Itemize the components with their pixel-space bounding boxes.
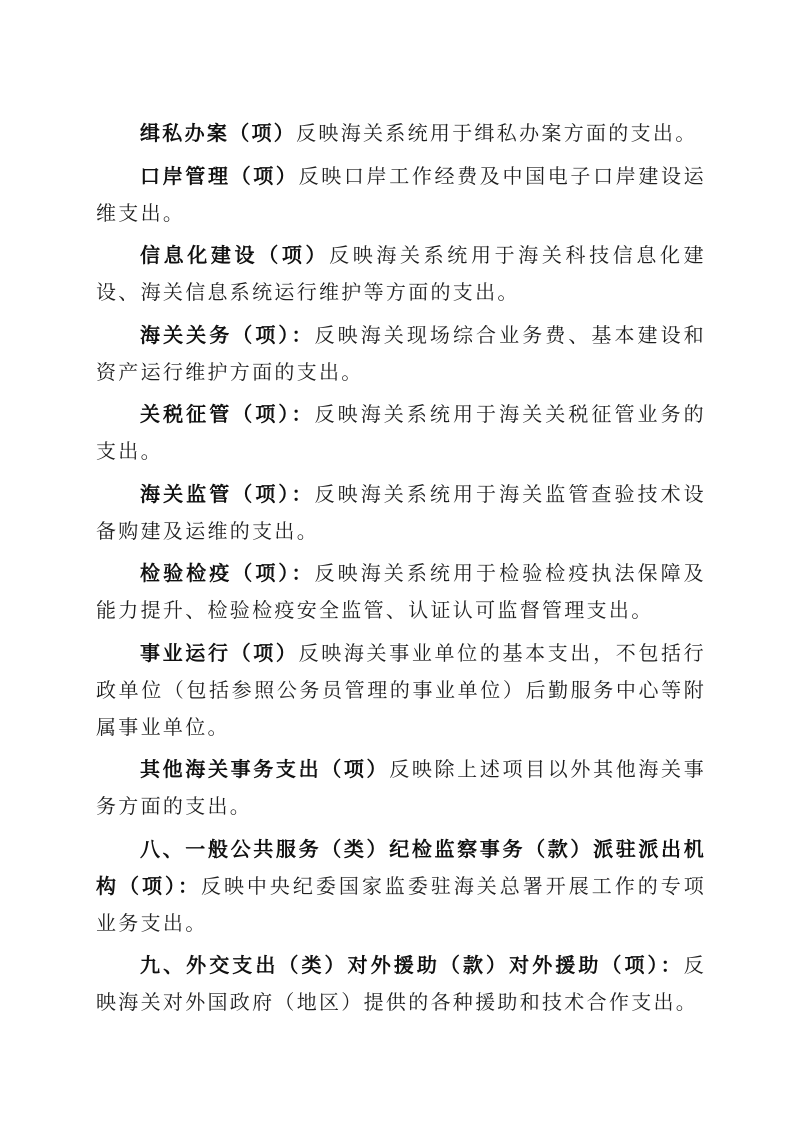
paragraph-text: 反映中央纪委国家监委驻海关总署开展工作的专项业务支出。 <box>96 873 707 935</box>
paragraph-anti-smuggling <box>96 115 706 152</box>
paragraph-text: 反映海关对外国政府（地区）提供的各种援助和技术合作支出。 <box>96 953 706 1014</box>
paragraph-heading: 其他海关事务支出（项） <box>140 757 390 781</box>
paragraph-heading: 缉私办案（项） <box>140 121 297 145</box>
paragraph-inspection-quarantine <box>96 555 706 629</box>
paragraph-heading: 海关监管（项）： <box>140 481 315 506</box>
paragraph-heading: 事业运行（项） <box>140 640 299 665</box>
paragraph-text: 反映海关现场综合业务费、基本建设和资产运行维护方面的支出。 <box>96 322 706 384</box>
paragraph-informatization <box>96 237 706 311</box>
paragraph-port-management <box>96 158 706 232</box>
paragraph-heading: 海关关务（项）： <box>140 322 315 347</box>
paragraph-text: 反映海关系统用于海关科技信息化建设、海关信息系统运行维护等方面的支出。 <box>96 243 706 304</box>
paragraph-text: 反映海关系统用于海关关税征管业务的支出。 <box>96 402 706 463</box>
paragraph-customs-affairs <box>96 317 706 391</box>
paragraph-customs-supervision <box>96 476 706 550</box>
document-body <box>96 115 706 1027</box>
paragraph-text: 反映除上述项目以外其他海关事务方面的支出。 <box>96 757 706 818</box>
paragraph-text: 反映海关系统用于检验检疫执法保障及能力提升、检验检疫安全监管、认证认可监督管理支出。 <box>96 561 706 622</box>
paragraph-tariff-collection <box>96 396 706 470</box>
paragraph-text: 反映海关系统用于缉私办案方面的支出。 <box>296 121 698 145</box>
paragraph-text: 反映海关事业单位的基本支出，不包括行政单位（包括参照公务员管理的事业单位）后勤服务中心等附属事业单位。 <box>96 640 706 739</box>
paragraph-heading: 口岸管理（项） <box>140 163 299 188</box>
paragraph-public-institution-operation <box>96 635 706 746</box>
paragraph-heading: 信息化建设（项） <box>140 243 330 267</box>
paragraph-text: 反映口岸工作经费及中国电子口岸建设运维支出。 <box>96 163 706 225</box>
paragraph-heading: 九、外交支出（类）对外援助（款）对外援助（项）： <box>140 953 684 977</box>
paragraph-section-eight <box>96 831 706 942</box>
paragraph-other-customs-affairs <box>96 751 706 825</box>
paragraph-heading: 关税征管（项）： <box>140 402 315 426</box>
paragraph-heading: 检验检疫（项）： <box>140 561 315 585</box>
paragraph-section-nine <box>96 947 706 1021</box>
paragraph-heading: 八、一般公共服务（类）纪检监察事务（款）派驻派出机构（项）： <box>96 836 706 898</box>
paragraph-text: 反映海关系统用于海关监管查验技术设备购建及运维的支出。 <box>96 481 706 543</box>
